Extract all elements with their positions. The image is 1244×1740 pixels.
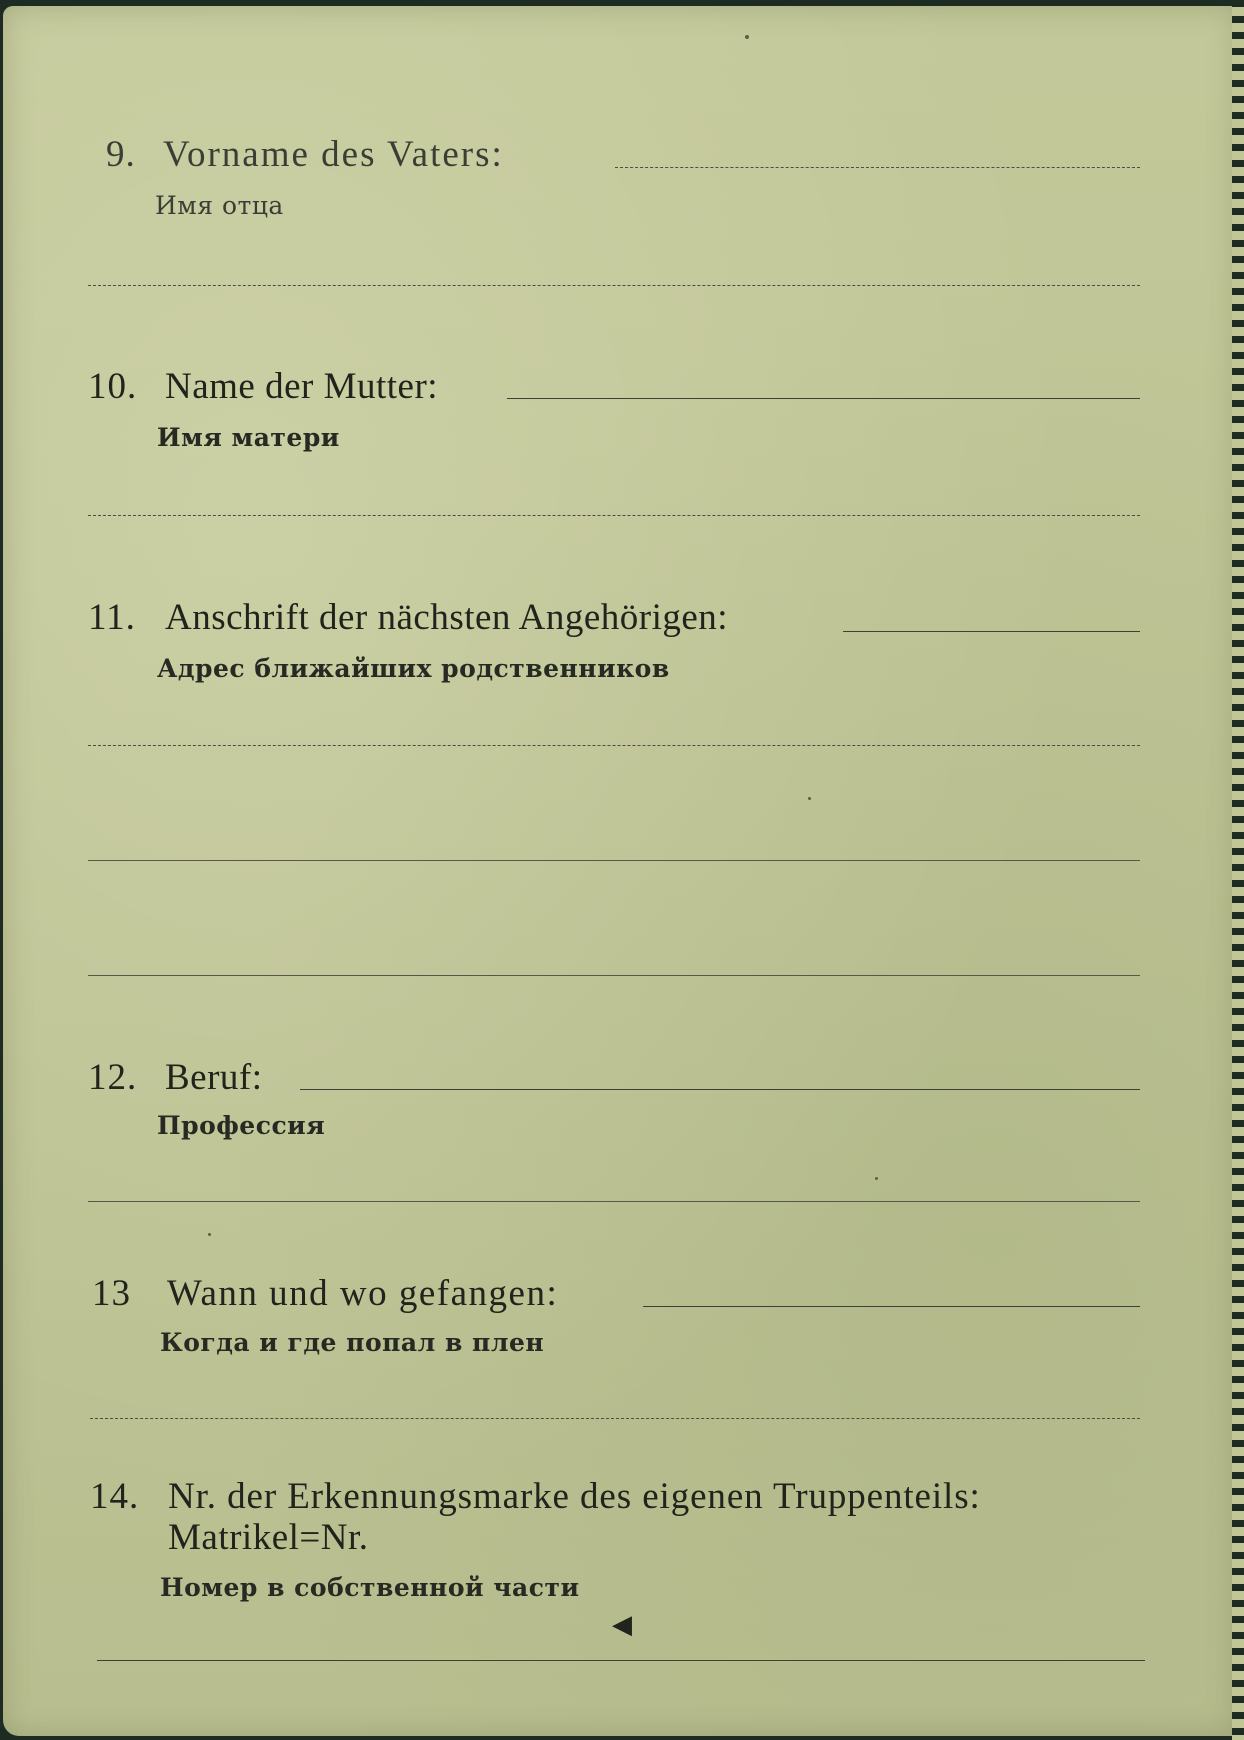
paper-speck [745,35,749,39]
field-label-de: Wann und wo gefangen: [167,1273,559,1314]
answer-line[interactable] [843,631,1140,632]
field-number: 10. [88,366,138,407]
perforated-edge [1232,0,1244,1740]
answer-line[interactable] [97,1660,1145,1661]
field-label-de: Anschrift der nächsten Angehörigen: [165,597,729,638]
answer-line[interactable] [300,1089,1140,1090]
answer-line[interactable] [615,167,1140,168]
paper-speck [208,1233,211,1236]
field-label-ru: Имя матери [157,423,340,452]
field-label-de: Name der Mutter: [165,366,439,407]
answer-line[interactable] [88,1201,1140,1202]
field-number: 9. [106,134,136,175]
ink-mark: ◀ [612,1610,632,1640]
field-number: 14. [90,1476,140,1517]
field-label-ru: Профессия [157,1111,326,1140]
paper-speck [875,1177,878,1180]
paper-speck [808,797,811,800]
field-label-ru: Номер в собственной части [160,1573,580,1602]
answer-line[interactable] [507,398,1140,399]
field-label-ru: Когда и где попал в плен [160,1328,545,1357]
answer-line[interactable] [88,860,1140,861]
field-label-ru: Адрес ближайших родственников [157,654,670,683]
field-number: 12. [88,1057,138,1098]
field-number: 11. [88,597,136,638]
field-label-de-line2: Matrikel=Nr. [168,1517,369,1558]
answer-line[interactable] [88,975,1140,976]
answer-line[interactable] [88,515,1140,516]
field-number: 13 [92,1273,131,1314]
answer-line[interactable] [90,1418,1140,1419]
answer-line[interactable] [88,745,1140,746]
field-label-ru: Имя отца [155,191,284,220]
field-label-de: Beruf: [165,1057,263,1098]
answer-line[interactable] [88,285,1140,286]
answer-line[interactable] [643,1306,1140,1307]
field-label-de: Vorname des Vaters: [163,134,504,175]
field-label-de: Nr. der Erkennungsmarke des eigenen Truppenteils: [168,1476,981,1517]
